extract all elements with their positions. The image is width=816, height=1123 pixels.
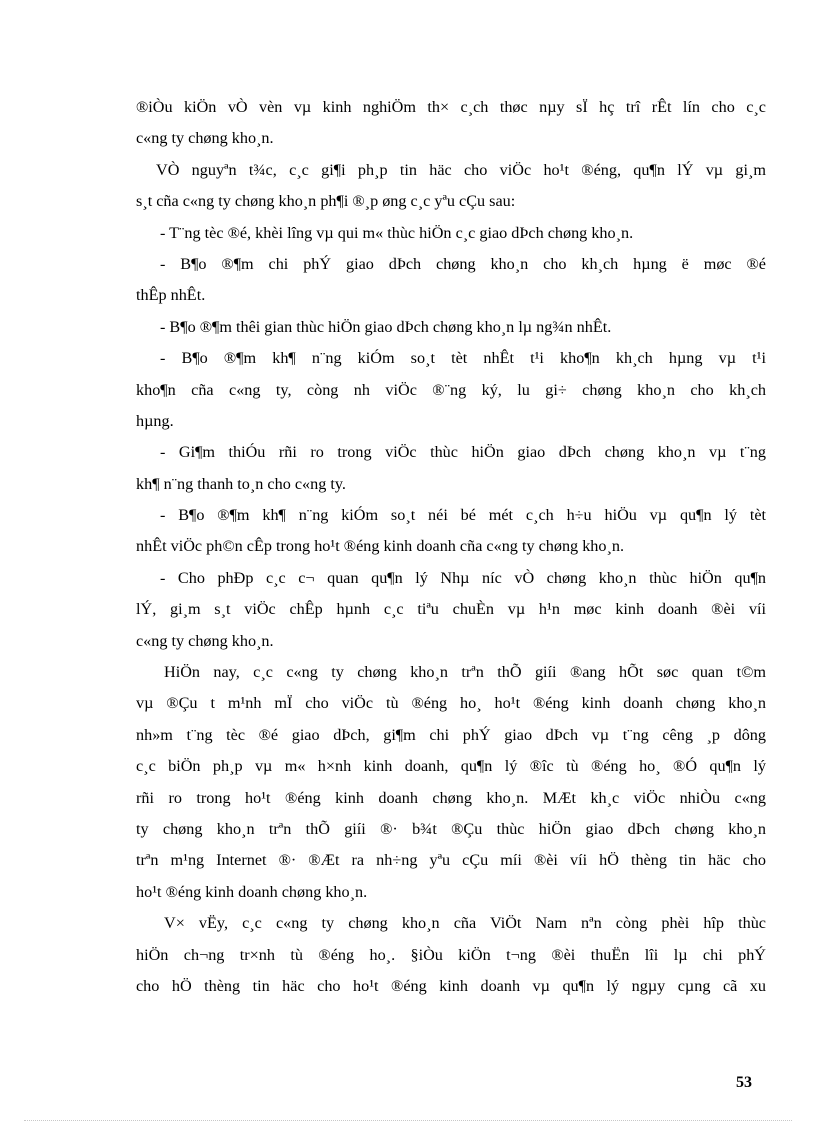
text-line: VÒ nguyªn t¾c, c¸c gi¶i ph¸p tin häc cho viÖc ho¹t ®éng, qu¶n lÝ vµ gi¸m — [156, 160, 766, 179]
text-line: hµng. — [136, 411, 174, 430]
text-line: c¸c biÖn ph¸p vµ m« h×nh kinh doanh, qu¶n lý ®îc tù ®éng ho¸ ®Ó qu¶n lý — [136, 757, 766, 776]
body-text — [136, 92, 766, 1002]
text-line: ho¹t ®éng kinh doanh chøng kho¸n. — [136, 882, 368, 901]
text-line: - T¨ng tèc ®é, khèi lîng vµ qui m« thùc hiÖn c¸c giao dÞch chøng kho¸n. — [160, 223, 634, 242]
text-line: lÝ, gi¸m s¸t viÖc chÊp hµnh c¸c tiªu chuÈn vµ h¹n møc kinh doanh ®èi víi — [136, 600, 766, 619]
footer-divider — [24, 1120, 792, 1121]
text-line: - B¶o ®¶m thêi gian thùc hiÖn giao dÞch chøng kho¸n lµ ng¾n nhÊt. — [160, 317, 612, 336]
text-line: vµ ®Çu t m¹nh mÏ cho viÖc tù ®éng ho¸ ho¹t ®éng kinh doanh chøng kho¸n — [136, 694, 766, 713]
text-line: c«ng ty chøng kho¸n. — [136, 129, 274, 148]
text-line: - B¶o ®¶m chi phÝ giao dÞch chøng kho¸n cho kh¸ch hµng ë møc ®é — [160, 254, 766, 273]
text-line: - B¶o ®¶m kh¶ n¨ng kiÓm so¸t néi bé mét c¸ch h÷u hiÖu vµ qu¶n lý tèt — [160, 506, 766, 525]
text-line: nh»m t¨ng tèc ®é giao dÞch, gi¶m chi phÝ giao dÞch vµ t¨ng cêng ¸p dông — [136, 725, 766, 744]
text-line: ®iÒu kiÖn vÒ vèn vµ kinh nghiÖm th× c¸ch thøc nµy sÏ hç trî rÊt lín cho c¸c — [136, 98, 766, 116]
text-line: - B¶o ®¶m kh¶ n¨ng kiÓm so¸t tèt nhÊt t¹i kho¶n kh¸ch hµng vµ t¹i — [160, 349, 766, 368]
text-line: - Gi¶m thiÓu rñi ro trong viÖc thùc hiÖn giao dÞch chøng kho¸n vµ t¨ng — [160, 443, 766, 462]
text-line: kho¶n cña c«ng ty, còng nh viÖc ®¨ng ký, lu gi÷ chøng kho¸n cho kh¸ch — [136, 380, 766, 399]
text-line: trªn m¹ng Internet ®· ®Æt ra nh÷ng yªu cÇu míi ®èi víi hÖ thèng tin häc cho — [136, 851, 766, 870]
text-line: hiÖn ch¬ng tr×nh tù ®éng ho¸. §iÒu kiÖn t¬ng ®èi thuËn lîi lµ chi phÝ — [136, 945, 766, 964]
text-line: rñi ro trong ho¹t ®éng kinh doanh chøng kho¸n. MÆt kh¸c viÖc nhiÒu c«ng — [136, 788, 766, 807]
text-line: nhÊt viÖc ph©n cÊp trong ho¹t ®éng kinh doanh cña c«ng ty chøng kho¸n. — [136, 537, 625, 556]
text-line: cho hÖ thèng tin häc cho ho¹t ®éng kinh doanh vµ qu¶n lý ngµy cµng cã xu — [136, 976, 766, 995]
text-line: ty chøng kho¸n trªn thÕ giíi ®· b¾t ®Çu thùc hiÖn giao dÞch chøng kho¸n — [136, 819, 766, 838]
text-line: thÊp nhÊt. — [136, 286, 206, 305]
text-line: HiÖn nay, c¸c c«ng ty chøng kho¸n trªn thÕ giíi ®ang hÕt søc quan t©m — [164, 663, 766, 682]
text-line: V× vËy, c¸c c«ng ty chøng kho¸n cña ViÖt Nam nªn còng phèi hîp thùc — [164, 914, 766, 933]
page-number: 53 — [736, 1074, 752, 1091]
text-line: - Cho phÐp c¸c c¬ quan qu¶n lý Nhµ níc vÒ chøng kho¸n thùc hiÖn qu¶n — [160, 568, 766, 587]
text-line: kh¶ n¨ng thanh to¸n cho c«ng ty. — [136, 474, 346, 493]
text-line: c«ng ty chøng kho¸n. — [136, 631, 274, 650]
text-line: s¸t cña c«ng ty chøng kho¸n ph¶i ®¸p øng c¸c yªu cÇu sau: — [136, 192, 516, 211]
